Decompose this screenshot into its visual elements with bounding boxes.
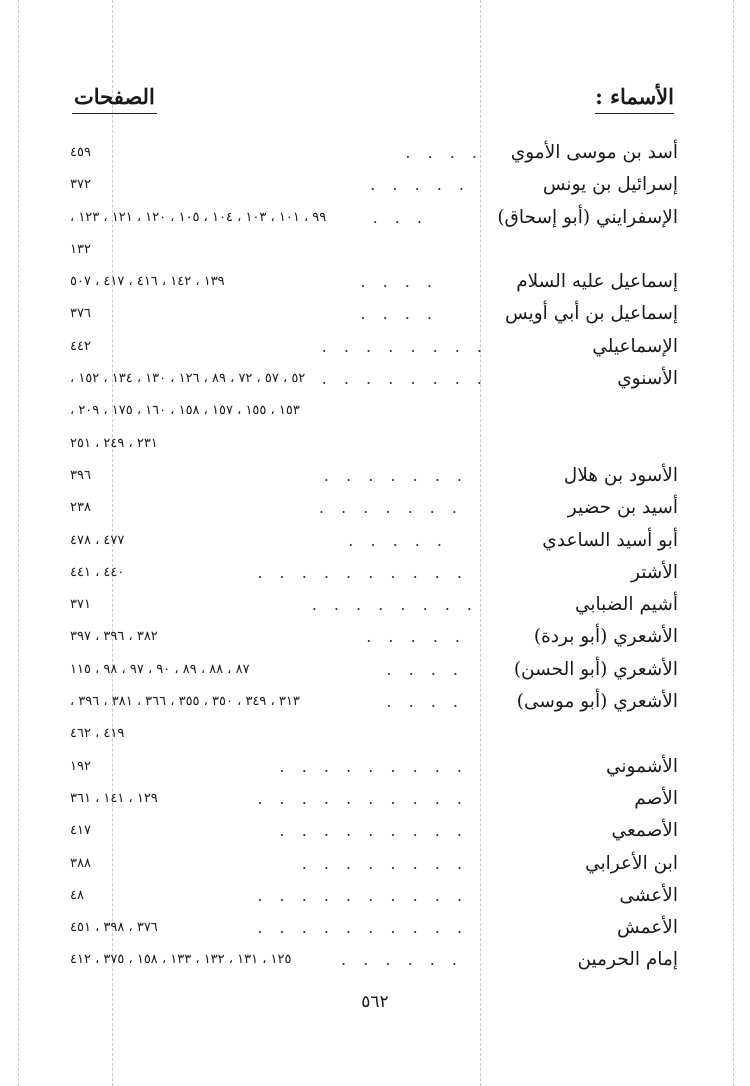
fold-line-right [733, 0, 734, 1086]
entry-page-numbers: ٣٧١ [70, 597, 91, 613]
index-entry-row [70, 235, 678, 267]
entry-page-numbers: ١٢٩ ، ١٤١ ، ٣٦١ [70, 790, 158, 806]
entry-page-numbers: ٤٧٧ ، ٤٧٨ [70, 532, 125, 548]
entry-leader-dots: . . . . . . . . . . [257, 918, 468, 938]
entry-leader-dots: . . . . [386, 692, 464, 712]
entry-leader-dots: . . . . . . . [323, 465, 468, 485]
entry-leader-dots: . . . . [360, 272, 438, 292]
entry-page-numbers: ٤٤٠ ، ٤٤١ [70, 564, 125, 580]
entry-page-numbers: ٤٤٢ [70, 338, 91, 354]
entry-page-numbers: ٣٧٦ ، ٣٩٨ ، ٤٥١ [70, 920, 158, 936]
index-entry-row [70, 622, 678, 654]
entry-page-numbers: ٤١٧ [70, 823, 91, 839]
entry-name: ابن الأعرابي [585, 852, 678, 874]
index-entry-row [70, 396, 678, 428]
entry-name: أبو أسيد الساعدي [542, 529, 678, 551]
entry-name: الأسنوي [617, 368, 678, 390]
entry-page-numbers: ١٣٩ ، ١٤٢ ، ٤١٦ ، ٤١٧ ، ٥٠٧ [70, 274, 225, 290]
entry-page-numbers: ١٥٣ ، ١٥٥ ، ١٥٧ ، ١٥٨ ، ١٦٠ ، ١٧٥ ، ٢٠٩ ، [70, 403, 300, 419]
entry-page-numbers: ٤٨ [70, 887, 84, 903]
entry-page-numbers: ١٢٥ ، ١٣١ ، ١٣٢ ، ١٣٣ ، ١٥٨ ، ٣٧٥ ، ٤١٢ [70, 952, 292, 968]
index-header [72, 84, 678, 124]
index-entry-row [70, 526, 678, 558]
entry-name: الأصمعي [611, 820, 678, 842]
entry-page-numbers: ٢٣٨ [70, 500, 91, 516]
index-entry-row [70, 558, 678, 590]
entry-leader-dots: . . . . . . . . . . [257, 885, 468, 905]
index-entries [70, 138, 678, 978]
entry-page-numbers: ٥٢ ، ٥٧ ، ٧٢ ، ٨٩ ، ١٢٦ ، ١٣٠ ، ١٣٤ ، ١٥٢ ، [70, 371, 306, 387]
index-entry-row [70, 849, 678, 881]
entry-page-numbers: ٣١٣ ، ٣٤٩ ، ٣٥٠ ، ٣٥٥ ، ٣٦٦ ، ٣٨١ ، ٣٩٦ ، [70, 694, 300, 710]
entry-leader-dots: . . . . [386, 659, 464, 679]
entry-name: الأعمش [616, 917, 678, 939]
entry-page-numbers: ٤١٩ ، ٤٦٢ [70, 726, 125, 742]
entry-page-numbers: ٩٩ ، ١٠١ ، ١٠٣ ، ١٠٤ ، ١٠٥ ، ١٢٠ ، ١٢١ ، ١٢٣ ، [70, 209, 327, 225]
entry-leader-dots: . . . . . [366, 627, 466, 647]
names-column-title: الأسماء : [595, 84, 674, 114]
entry-name: إسماعيل عليه السلام [516, 271, 678, 293]
index-entry-row [70, 590, 678, 622]
entry-leader-dots: . . . . . . . . . . [257, 788, 468, 808]
entry-name: الأصم [634, 787, 678, 809]
index-entry-row [70, 752, 678, 784]
entry-leader-dots: . . . . . . [341, 950, 463, 970]
entry-page-numbers: ٣٨٢ ، ٣٩٦ ، ٣٩٧ [70, 629, 158, 645]
entry-name: الأشعري (أبو موسى) [516, 691, 678, 713]
entry-name: أشيم الضبابي [574, 594, 678, 616]
entry-page-numbers: ٣٩٦ [70, 467, 91, 483]
index-entry-row [70, 364, 678, 396]
entry-name: الأشموني [605, 755, 678, 777]
page-number: ٥٦٢ [361, 992, 389, 1012]
index-entry-row [70, 170, 678, 202]
entry-name: أسيد بن حضير [567, 497, 678, 519]
entry-page-numbers: ١٩٢ [70, 758, 91, 774]
entry-name: إسماعيل بن أبي أويس [505, 303, 678, 325]
entry-leader-dots: . . . . . . . [318, 498, 463, 518]
entry-leader-dots: . . . . . . . . [311, 595, 478, 615]
entry-page-numbers: ٢٣١ ، ٢٤٩ ، ٢٥١ [70, 435, 158, 451]
entry-leader-dots: . . . . . . . . [321, 336, 488, 356]
entry-leader-dots: . . . . . [370, 175, 470, 195]
fold-line-left [18, 0, 19, 1086]
index-entry-row [70, 913, 678, 945]
entry-page-numbers: ٣٨٨ [70, 855, 91, 871]
entry-leader-dots: . . . . . . . . . . [257, 562, 468, 582]
entry-name: الأشعري (أبو الحسن) [513, 658, 678, 680]
entry-name: الأشعري (أبو بردة) [533, 626, 678, 648]
index-entry-row [70, 945, 678, 977]
entry-page-numbers: ٨٧ ، ٨٨ ، ٨٩ ، ٩٠ ، ٩٧ ، ٩٨ ، ١١٥ [70, 661, 250, 677]
entry-leader-dots: . . . . . [348, 530, 448, 550]
entry-leader-dots: . . . . . . . . [321, 369, 488, 389]
index-entry-row [70, 655, 678, 687]
entry-leader-dots: . . . [372, 207, 428, 227]
index-entry-row [70, 299, 678, 331]
entry-page-numbers: ٣٧٢ [70, 177, 91, 193]
index-entry-row [70, 881, 678, 913]
index-entry-row [70, 267, 678, 299]
entry-leader-dots: . . . . . . . . [301, 853, 468, 873]
index-entry-row [70, 816, 678, 848]
entry-name: إسرائيل بن يونس [542, 174, 678, 196]
entry-leader-dots: . . . . [405, 143, 483, 162]
entry-page-numbers: ٣٧٦ [70, 306, 91, 322]
entry-leader-dots: . . . . . . . . . [279, 756, 468, 776]
entry-name: إمام الحرمين [577, 949, 678, 971]
index-entry-row [70, 138, 678, 170]
entry-leader-dots: . . . . [360, 304, 438, 324]
index-entry-row [70, 429, 678, 461]
index-entry-row [70, 493, 678, 525]
entry-name: الأعشى [619, 884, 678, 906]
entry-name: الإسفرايني (أبو إسحاق) [497, 206, 678, 228]
index-entry-row [70, 332, 678, 364]
index-entry-row [70, 784, 678, 816]
index-entry-row [70, 687, 678, 719]
entry-page-numbers: ١٣٢ [70, 241, 91, 257]
index-entry-row [70, 719, 678, 751]
index-entry-row [70, 461, 678, 493]
entry-name: الإسماعيلي [592, 335, 678, 357]
entry-name: أسد بن موسى الأموي [510, 142, 678, 163]
pages-column-title: الصفحات [72, 84, 157, 114]
entry-name: الأشتر [631, 561, 678, 583]
entry-name: الأسود بن هلال [563, 464, 678, 486]
entry-leader-dots: . . . . . . . . . [279, 821, 468, 841]
entry-page-numbers: ٤٥٩ [70, 145, 91, 160]
index-entry-row [70, 203, 678, 235]
